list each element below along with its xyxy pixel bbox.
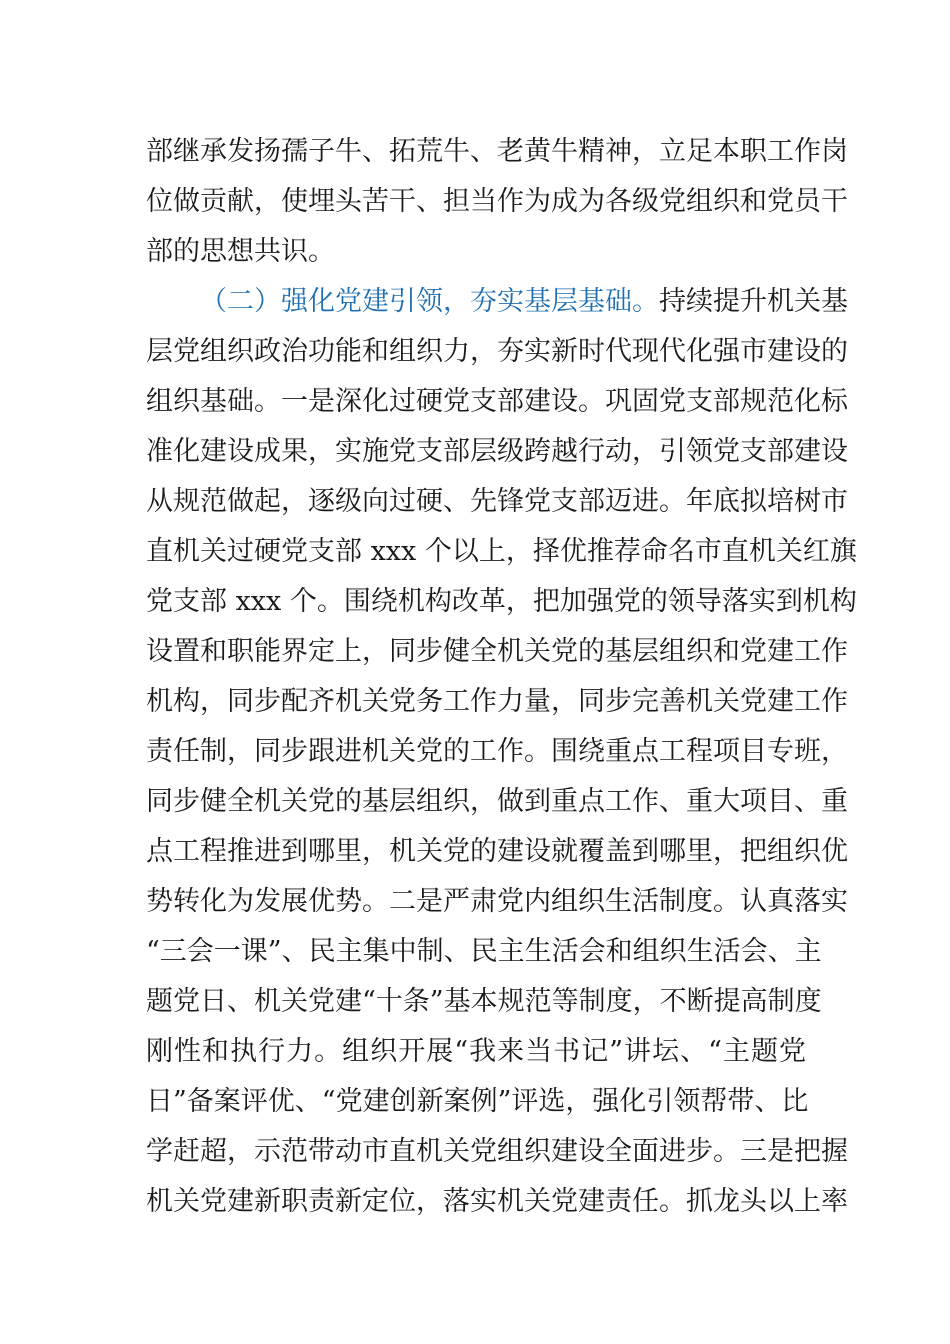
text-line: 机构，同步配齐机关党务工作力量，同步完善机关党建工作 [146,686,848,717]
document-body [146,127,857,1227]
paragraph-continuation [146,127,848,277]
text-line: 日”备案评优、“党建创新案例”评选，强化引领帮带、比 [146,1086,809,1117]
text-line: 点工程推进到哪里，机关党的建设就覆盖到哪里，把组织优 [146,836,848,867]
text-line: “三会一课”、民主集中制、民主生活会和组织生活会、主 [146,936,822,967]
text-line: 机关党建新职责新定位，落实机关党建责任。抓龙头以上率 [146,1186,848,1217]
section-heading: （二）强化党建引领，夯实基层基础。 [200,286,659,317]
text-run: 持续提升机关基 [659,286,848,317]
section-first-line [146,277,848,327]
text-line: 学赶超，示范带动市直机关党组织建设全面进步。三是把握 [146,1136,848,1167]
text-line: 党支部 xxx 个。围绕机构改革，把加强党的领导落实到机构 [146,586,857,617]
text-line: 准化建设成果，实施党支部层级跨越行动，引领党支部建设 [146,436,848,467]
text-line: 同步健全机关党的基层组织，做到重点工作、重大项目、重 [146,786,848,817]
text-line: 位做贡献，使埋头苦干、担当作为成为各级党组织和党员干 [146,186,848,217]
text-line: 势转化为发展优势。二是严肃党内组织生活制度。认真落实 [146,886,848,917]
text-line: 部的思想共识。 [146,236,335,267]
text-line: 题党日、机关党建“十条”基本规范等制度，不断提高制度 [146,986,822,1017]
text-line: 部继承发扬孺子牛、拓荒牛、老黄牛精神，立足本职工作岗 [146,136,848,167]
text-line: 设置和职能界定上，同步健全机关党的基层组织和党建工作 [146,636,848,667]
text-line: 责任制，同步跟进机关党的工作。围绕重点工程项目专班， [146,736,848,767]
text-line: 直机关过硬党支部 xxx 个以上，择优推荐命名市直机关红旗 [146,536,857,567]
text-line: 刚性和执行力。组织开展“我来当书记”讲坛、“主题党 [146,1036,806,1067]
text-line: 从规范做起，逐级向过硬、先锋党支部迈进。年底拟培树市 [146,486,848,517]
paragraph-section-2 [146,277,857,1227]
text-line: 组织基础。一是深化过硬党支部建设。巩固党支部规范化标 [146,386,848,417]
text-line: 层党组织政治功能和组织力，夯实新时代现代化强市建设的 [146,336,848,367]
